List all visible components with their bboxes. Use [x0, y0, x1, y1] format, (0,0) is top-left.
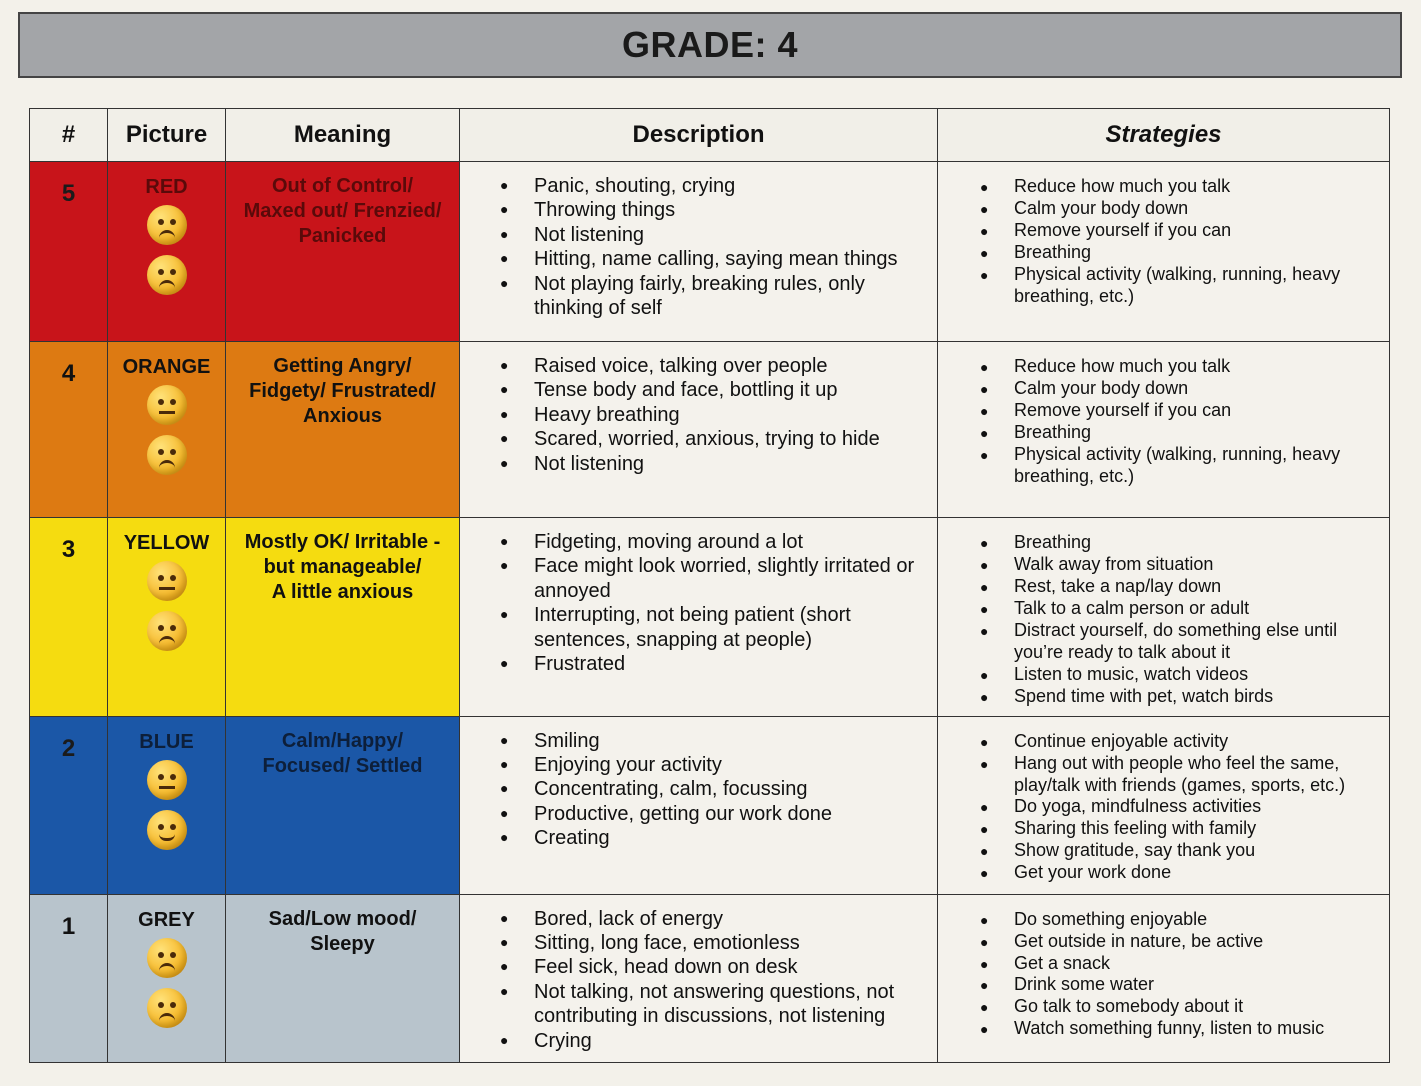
meaning-line: A little anxious: [271, 581, 414, 603]
description-item: ● Hitting, name calling, saying mean things: [534, 247, 927, 271]
strategy-item: ● Remove yourself if you can: [1014, 220, 1379, 242]
description-item: ● Crying: [534, 1029, 927, 1053]
zone-strategies: [938, 716, 1390, 894]
zone-picture: [108, 518, 226, 717]
header-num: #: [30, 109, 108, 162]
description-list: [498, 354, 927, 476]
zone-meaning: [226, 894, 460, 1062]
strategy-item: ● Drink some water: [1014, 974, 1379, 996]
flushed-face-icon: [147, 385, 187, 425]
zone-color-label: BLUE: [139, 730, 194, 753]
zone-picture: [108, 716, 226, 894]
zone-row-grey: [30, 894, 1390, 1062]
strategies-list: [978, 176, 1379, 308]
header-description: Description: [460, 109, 938, 162]
zone-color-label: ORANGE: [122, 356, 211, 378]
description-item: ● Productive, getting our work done: [534, 802, 927, 826]
strategy-item: ● Do yoga, mindfulness activities: [1014, 796, 1379, 818]
zone-number: 5: [30, 162, 108, 342]
description-list: [498, 530, 927, 676]
strategy-item: ● Watch something funny, listen to music: [1014, 1018, 1379, 1040]
zone-number: 4: [30, 342, 108, 518]
strategy-item: ● Reduce how much you talk: [1014, 176, 1379, 198]
strategy-item: ● Distract yourself, do something else until you’re ready to talk about it: [1014, 620, 1379, 664]
strategy-item: ● Remove yourself if you can: [1014, 400, 1379, 422]
strategy-item: ● Calm your body down: [1014, 378, 1379, 400]
zone-strategies: [938, 342, 1390, 518]
description-item: ● Sitting, long face, emotionless: [534, 931, 927, 955]
description-item: ● Face might look worried, slightly irritated or annoyed: [534, 554, 927, 603]
description-item: ● Enjoying your activity: [534, 753, 927, 777]
header-picture: Picture: [108, 109, 226, 162]
description-item: ● Not listening: [534, 223, 927, 247]
description-item: ● Creating: [534, 826, 927, 850]
raised-eyebrow-face-icon: [147, 561, 187, 601]
meaning-line: Panicked: [298, 225, 387, 247]
strategy-item: ● Sharing this feeling with family: [1014, 818, 1379, 840]
zone-row-yellow: [30, 518, 1390, 717]
strategy-item: ● Walk away from situation: [1014, 554, 1379, 576]
zone-number: 1: [30, 894, 108, 1062]
description-item: ● Not talking, not answering questions, not contributing in discussions, not listening: [534, 980, 927, 1029]
angry-face-icon: [147, 435, 187, 475]
header-meaning: Meaning: [226, 109, 460, 162]
description-list: [498, 729, 927, 851]
header-strategies: Strategies: [938, 109, 1390, 162]
zone-picture: [108, 342, 226, 518]
zone-meaning: [226, 518, 460, 717]
zone-picture: [108, 894, 226, 1062]
description-list: [498, 174, 927, 320]
description-item: ● Concentrating, calm, focussing: [534, 777, 927, 801]
zone-row-red: [30, 162, 1390, 342]
strategies-list: [978, 909, 1379, 1041]
zone-description: [460, 716, 938, 894]
description-item: ● Tense body and face, bottling it up: [534, 378, 927, 402]
meaning-line: Getting Angry/: [273, 355, 412, 377]
strategy-item: ● Listen to music, watch videos: [1014, 664, 1379, 686]
description-item: ● Bored, lack of energy: [534, 907, 927, 931]
zone-row-orange: [30, 342, 1390, 518]
zone-color-label: YELLOW: [123, 532, 210, 554]
description-item: ● Not listening: [534, 452, 927, 476]
zones-table: [29, 108, 1390, 1063]
strategies-list: [978, 731, 1379, 885]
strategy-item: ● Breathing: [1014, 532, 1379, 554]
zone-strategies: [938, 518, 1390, 717]
strategy-item: ● Breathing: [1014, 242, 1379, 264]
strategy-item: ● Get a snack: [1014, 953, 1379, 975]
strategies-list: [978, 532, 1379, 708]
zone-color-label: RED: [145, 176, 188, 198]
zone-number: 2: [30, 716, 108, 894]
description-item: ● Interrupting, not being patient (short sentences, snapping at people): [534, 603, 927, 652]
header-row: [30, 109, 1390, 162]
strategy-item: ● Show gratitude, say thank you: [1014, 840, 1379, 862]
meaning-line: Calm/Happy/: [281, 729, 404, 752]
description-item: ● Frustrated: [534, 652, 927, 676]
strategy-item: ● Do something enjoyable: [1014, 909, 1379, 931]
description-item: ● Throwing things: [534, 198, 927, 222]
zone-row-blue: [30, 716, 1390, 894]
tired-face-icon: [147, 988, 187, 1028]
zone-description: [460, 894, 938, 1062]
description-item: ● Heavy breathing: [534, 403, 927, 427]
meaning-line: Mostly OK/ Irritable -: [244, 531, 441, 553]
strategy-item: ● Hang out with people who feel the same, play/talk with friends (games, sports, etc.): [1014, 753, 1379, 797]
meaning-line: Maxed out/ Frenzied/: [243, 200, 442, 222]
strategy-item: ● Reduce how much you talk: [1014, 356, 1379, 378]
description-item: ● Fidgeting, moving around a lot: [534, 530, 927, 554]
zone-strategies: [938, 162, 1390, 342]
strategy-item: ● Calm your body down: [1014, 198, 1379, 220]
meaning-line: but manageable/: [263, 556, 422, 578]
zone-picture: [108, 162, 226, 342]
strategy-item: ● Get your work done: [1014, 862, 1379, 884]
strategy-item: ● Spend time with pet, watch birds: [1014, 686, 1379, 708]
exploding-head-icon: [147, 205, 187, 245]
grade-title: GRADE: 4: [621, 24, 799, 65]
zone-meaning: [226, 716, 460, 894]
zone-meaning: [226, 342, 460, 518]
neutral-face-icon: [147, 760, 187, 800]
strategy-item: ● Breathing: [1014, 422, 1379, 444]
strategies-list: [978, 356, 1379, 488]
description-item: ● Not playing fairly, breaking rules, only thinking of self: [534, 272, 927, 321]
meaning-line: Sad/Low mood/: [268, 907, 417, 930]
strategy-item: ● Physical activity (walking, running, heavy breathing, etc.): [1014, 264, 1379, 308]
description-item: ● Smiling: [534, 729, 927, 753]
strategy-item: ● Talk to a calm person or adult: [1014, 598, 1379, 620]
strategy-item: ● Go talk to somebody about it: [1014, 996, 1379, 1018]
description-item: ● Feel sick, head down on desk: [534, 955, 927, 979]
zone-number: 3: [30, 518, 108, 717]
zone-description: [460, 342, 938, 518]
angry-face-icon: [147, 255, 187, 295]
zone-description: [460, 162, 938, 342]
worried-face-icon: [147, 611, 187, 651]
strategy-item: ● Rest, take a nap/lay down: [1014, 576, 1379, 598]
description-list: [498, 907, 927, 1053]
meaning-line: Anxious: [303, 405, 382, 427]
meaning-line: Focused/ Settled: [262, 754, 423, 777]
description-item: ● Scared, worried, anxious, trying to hide: [534, 427, 927, 451]
strategy-item: ● Get outside in nature, be active: [1014, 931, 1379, 953]
description-item: ● Panic, shouting, crying: [534, 174, 927, 198]
strategy-item: ● Continue enjoyable activity: [1014, 731, 1379, 753]
crying-face-icon: [147, 938, 187, 978]
smiling-face-icon: [147, 810, 187, 850]
strategy-item: ● Physical activity (walking, running, heavy breathing, etc.): [1014, 444, 1379, 488]
zone-description: [460, 518, 938, 717]
zone-color-label: GREY: [138, 908, 195, 931]
zone-meaning: [226, 162, 460, 342]
grade-banner: [18, 12, 1402, 78]
meaning-line: Out of Control/: [271, 175, 414, 197]
zone-strategies: [938, 894, 1390, 1062]
meaning-line: Fidgety/ Frustrated/: [249, 380, 436, 402]
description-item: ● Raised voice, talking over people: [534, 354, 927, 378]
meaning-line: Sleepy: [310, 932, 375, 955]
